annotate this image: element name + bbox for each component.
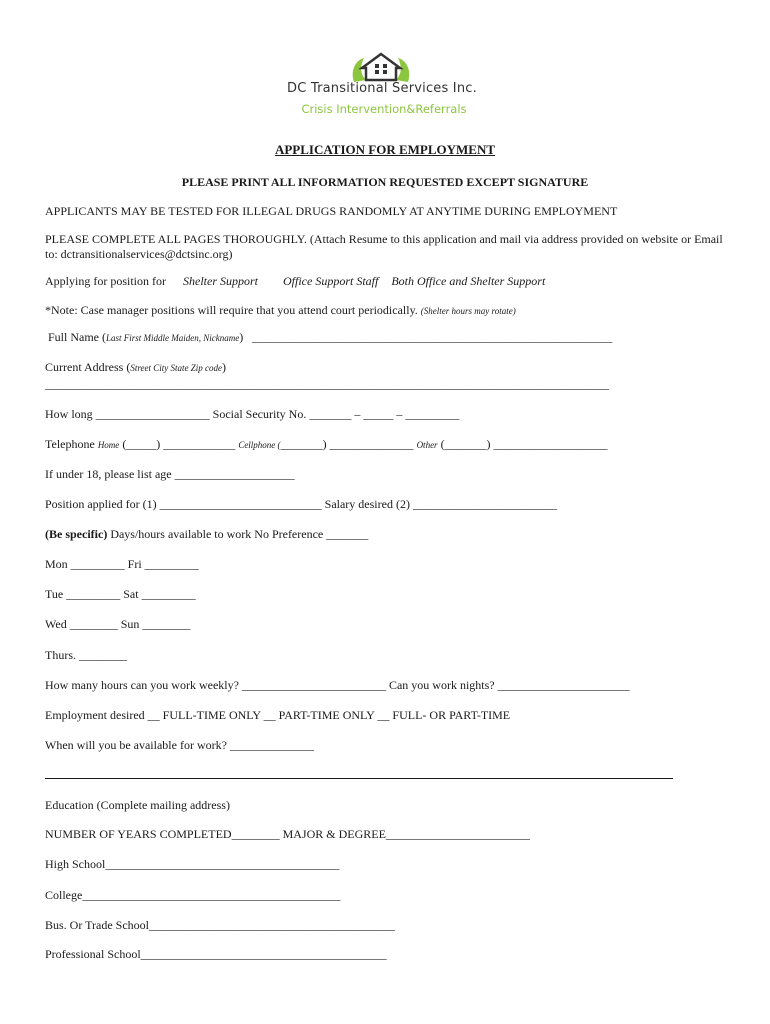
option-shelter-support[interactable]: Shelter Support — [183, 274, 258, 288]
trade-school-row[interactable]: Bus. Or Trade School_________________________________________ — [45, 918, 396, 932]
instructions: PLEASE COMPLETE ALL PAGES THOROUGHLY. (Attach Resume to this application and mail via address provided on website or Email to: dctransitionalservices@dctsinc.org) — [45, 232, 723, 261]
position-salary-row[interactable]: Position applied for (1) ___________________________ Salary desired (2) ________________________ — [45, 497, 557, 511]
applying-for-row — [45, 274, 545, 289]
be-specific: (Be specific) — [45, 527, 108, 541]
employment-desired-row[interactable]: Employment desired __ FULL-TIME ONLY __ PART-TIME ONLY __ FULL- OR PART-TIME — [45, 708, 511, 722]
under-18-row[interactable]: If under 18, please list age ____________________ — [45, 467, 295, 481]
address-field[interactable]: ______________________________________________________________________________________________ — [45, 377, 609, 391]
days-tue-sat[interactable]: Tue _________ Sat _________ — [45, 587, 196, 601]
address-label: Current Address ( — [45, 360, 131, 374]
days-wed-sun[interactable]: Wed ________ Sun ________ — [45, 617, 191, 631]
professional-school-row[interactable]: Professional School_________________________________________ — [45, 947, 387, 961]
address-row: Current Address (Street City State Zip code) — [45, 360, 226, 374]
telephone-home: Home — [97, 440, 120, 450]
college-row[interactable]: College___________________________________________ — [45, 888, 341, 902]
education-heading: Education (Complete mailing address) — [45, 798, 230, 812]
telephone-other: Other — [416, 440, 438, 450]
drug-notice: APPLICANTS MAY BE TESTED FOR ILLEGAL DRUGS RANDOMLY AT ANYTIME DURING EMPLOYMENT — [45, 204, 618, 218]
days-mon-fri[interactable]: Mon _________ Fri _________ — [45, 557, 199, 571]
form-subtitle: PLEASE PRINT ALL INFORMATION REQUESTED EXCEPT SIGNATURE — [181, 175, 589, 189]
full-name-hint: Last First Middle Maiden, Nickname — [106, 333, 240, 343]
note-small: (Shelter hours may rotate) — [420, 306, 516, 316]
days-thurs[interactable]: Thurs. ________ — [45, 648, 127, 662]
available-when-row[interactable]: When will you be available for work? ______________ — [45, 738, 314, 752]
option-both[interactable]: Both Office and Shelter Support — [391, 274, 546, 288]
full-name-row: Full Name (Last First Middle Maiden, Nickname) ____________________________________________________________ — [48, 330, 613, 344]
telephone-label: Telephone — [45, 437, 98, 451]
years-degree-row[interactable]: NUMBER OF YEARS COMPLETED________ MAJOR & DEGREE________________________ — [45, 827, 530, 841]
applying-label: Applying for position for — [45, 274, 166, 288]
how-long-ssn-row[interactable]: How long ___________________ Social Security No. _______ – _____ – _________ — [45, 407, 460, 421]
company-name: DC Transitional Services Inc. — [287, 81, 477, 96]
telephone-cell: Cellphone ( — [238, 440, 281, 450]
note-text: *Note: Case manager positions will require that you attend court periodically. — [45, 303, 418, 317]
telephone-row[interactable]: Telephone Home (_____) ____________ Cellphone (_______) ______________ Other (_______) ___________________ — [45, 437, 608, 451]
divider-line — [45, 778, 673, 779]
note-row — [45, 303, 516, 318]
option-office-support[interactable]: Office Support Staff — [283, 274, 379, 288]
form-title: APPLICATION FOR EMPLOYMENT — [274, 142, 496, 157]
full-name-label: Full Name ( — [48, 330, 106, 344]
full-name-field[interactable]: ____________________________________________________________ — [252, 330, 613, 344]
hours-weekly-row[interactable]: How many hours can you work weekly? ________________________ Can you work nights? ______________________ — [45, 678, 630, 692]
company-logo — [262, 52, 502, 124]
address-hint: Street City State Zip code — [130, 363, 222, 373]
company-tagline: Crisis Intervention&Referrals — [301, 102, 467, 116]
high-school-row[interactable]: High School_______________________________________ — [45, 857, 340, 871]
availability-row[interactable]: (Be specific) Days/hours available to work No Preference _______ — [45, 527, 369, 541]
